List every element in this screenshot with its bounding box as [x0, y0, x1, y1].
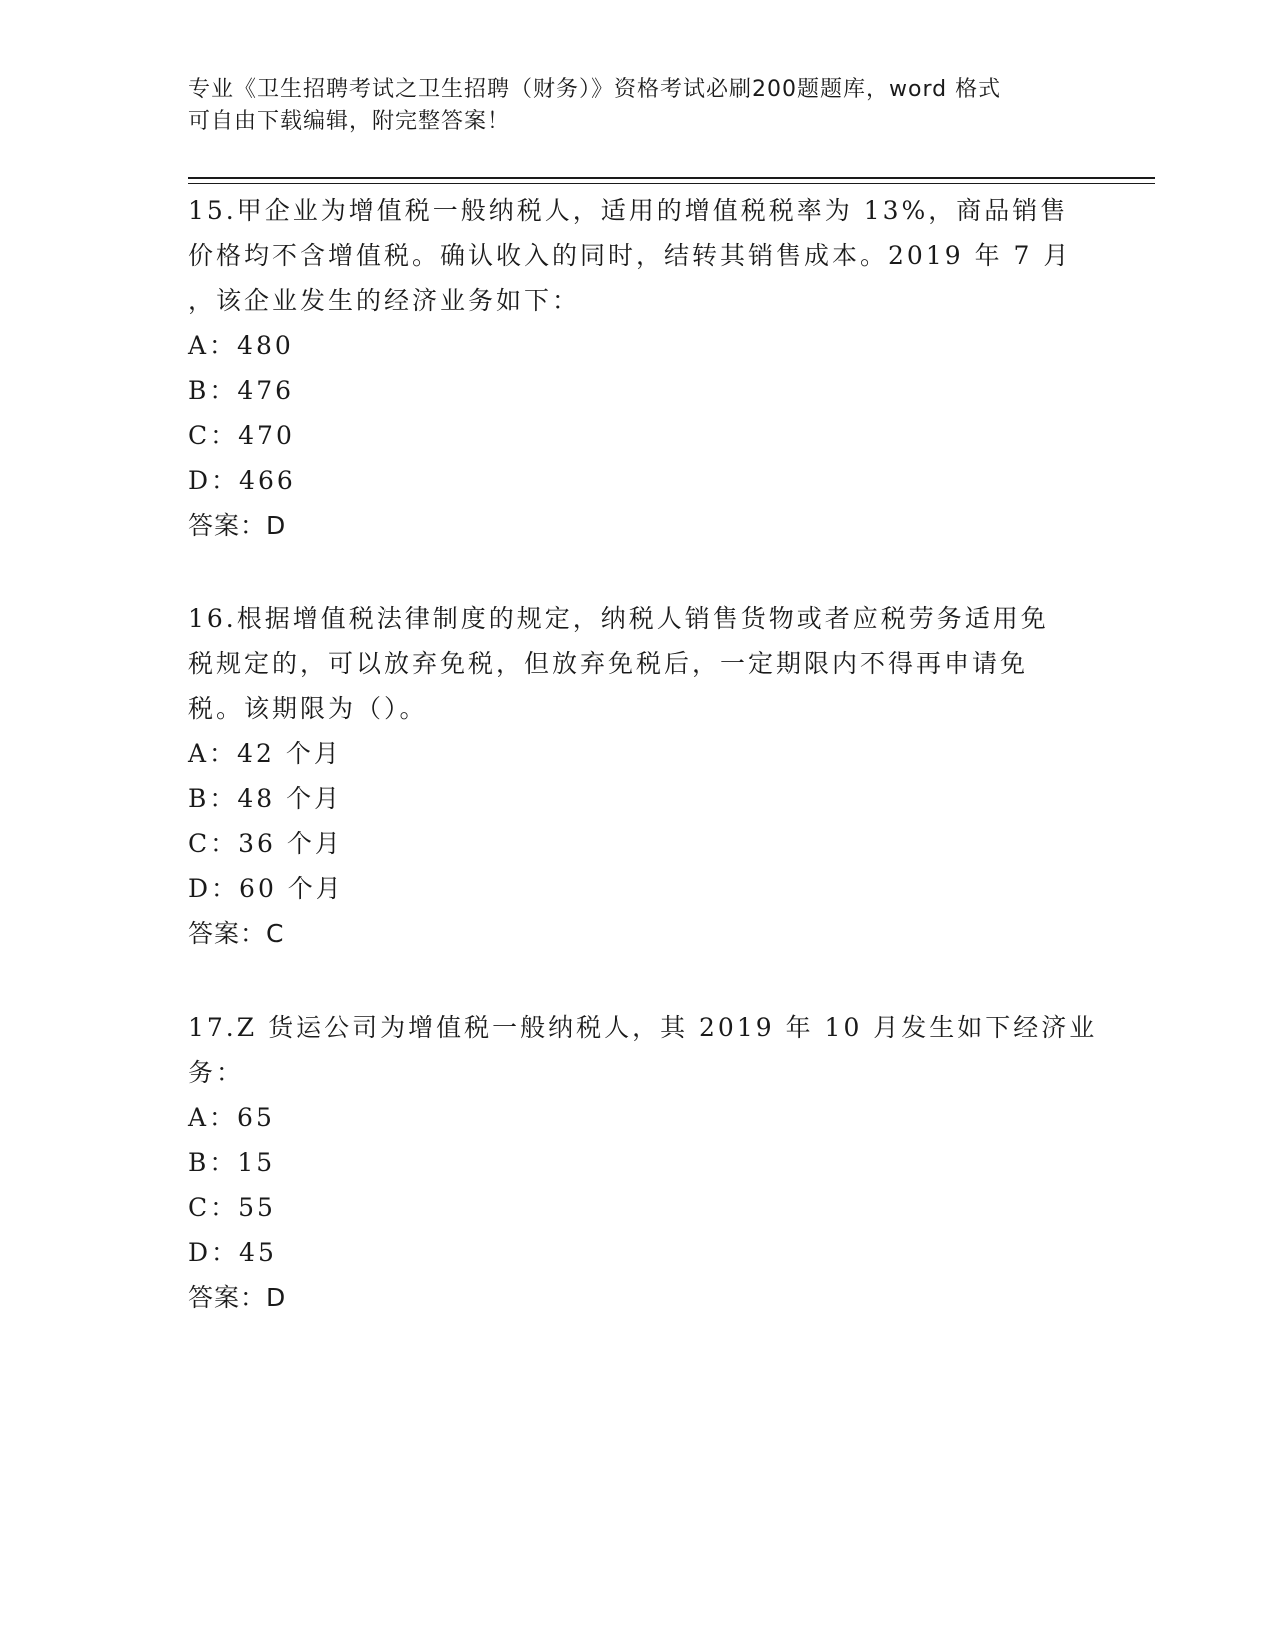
question-stem — [188, 1005, 1098, 1095]
option-b: B：48 个月 — [188, 784, 343, 813]
header-line-1: 专业《卫生招聘考试之卫生招聘（财务）》资格考试必刷200题题库，word 格式 — [188, 77, 1002, 102]
option-c: C：470 — [188, 421, 295, 450]
stem-line: 15.甲企业为增值税一般纳税人，适用的增值税税率为 13%，商品销售 — [188, 196, 1069, 225]
document-header — [188, 74, 1088, 138]
question-17 — [188, 1005, 1098, 1320]
stem-line: 税。该期限为（）。 — [188, 694, 428, 723]
stem-line: 务： — [188, 1058, 245, 1087]
answer-line: 答案：D — [188, 511, 287, 540]
option-d: D：45 — [188, 1238, 277, 1267]
option-a: A：480 — [188, 331, 294, 360]
header-divider-bottom — [188, 183, 1155, 184]
stem-line: 税规定的，可以放弃免税，但放弃免税后，一定期限内不得再申请免 — [188, 649, 1029, 678]
answer-line: 答案：C — [188, 919, 285, 948]
question-15 — [188, 188, 1088, 548]
stem-line: ，该企业发生的经济业务如下： — [188, 286, 581, 315]
stem-line: 17.Z 货运公司为增值税一般纳税人，其 2019 年 10 月发生如下经济业 — [188, 1013, 1098, 1042]
option-c: C：36 个月 — [188, 829, 343, 858]
question-16 — [188, 596, 1088, 956]
answer-line: 答案：D — [188, 1283, 287, 1312]
option-d: D：466 — [188, 466, 296, 495]
header-line-2: 可自由下载编辑，附完整答案！ — [188, 109, 511, 134]
header-divider-top — [188, 177, 1155, 179]
option-d: D：60 个月 — [188, 874, 344, 903]
stem-line: 16.根据增值税法律制度的规定，纳税人销售货物或者应税劳务适用免 — [188, 604, 1049, 633]
question-stem — [188, 596, 1088, 731]
question-stem — [188, 188, 1088, 323]
option-a: A：42 个月 — [188, 739, 342, 768]
option-b: B：15 — [188, 1148, 276, 1177]
stem-line: 价格均不含增值税。确认收入的同时，结转其销售成本。2019 年 7 月 — [188, 241, 1072, 270]
option-b: B：476 — [188, 376, 295, 405]
option-a: A：65 — [188, 1103, 275, 1132]
option-c: C：55 — [188, 1193, 276, 1222]
